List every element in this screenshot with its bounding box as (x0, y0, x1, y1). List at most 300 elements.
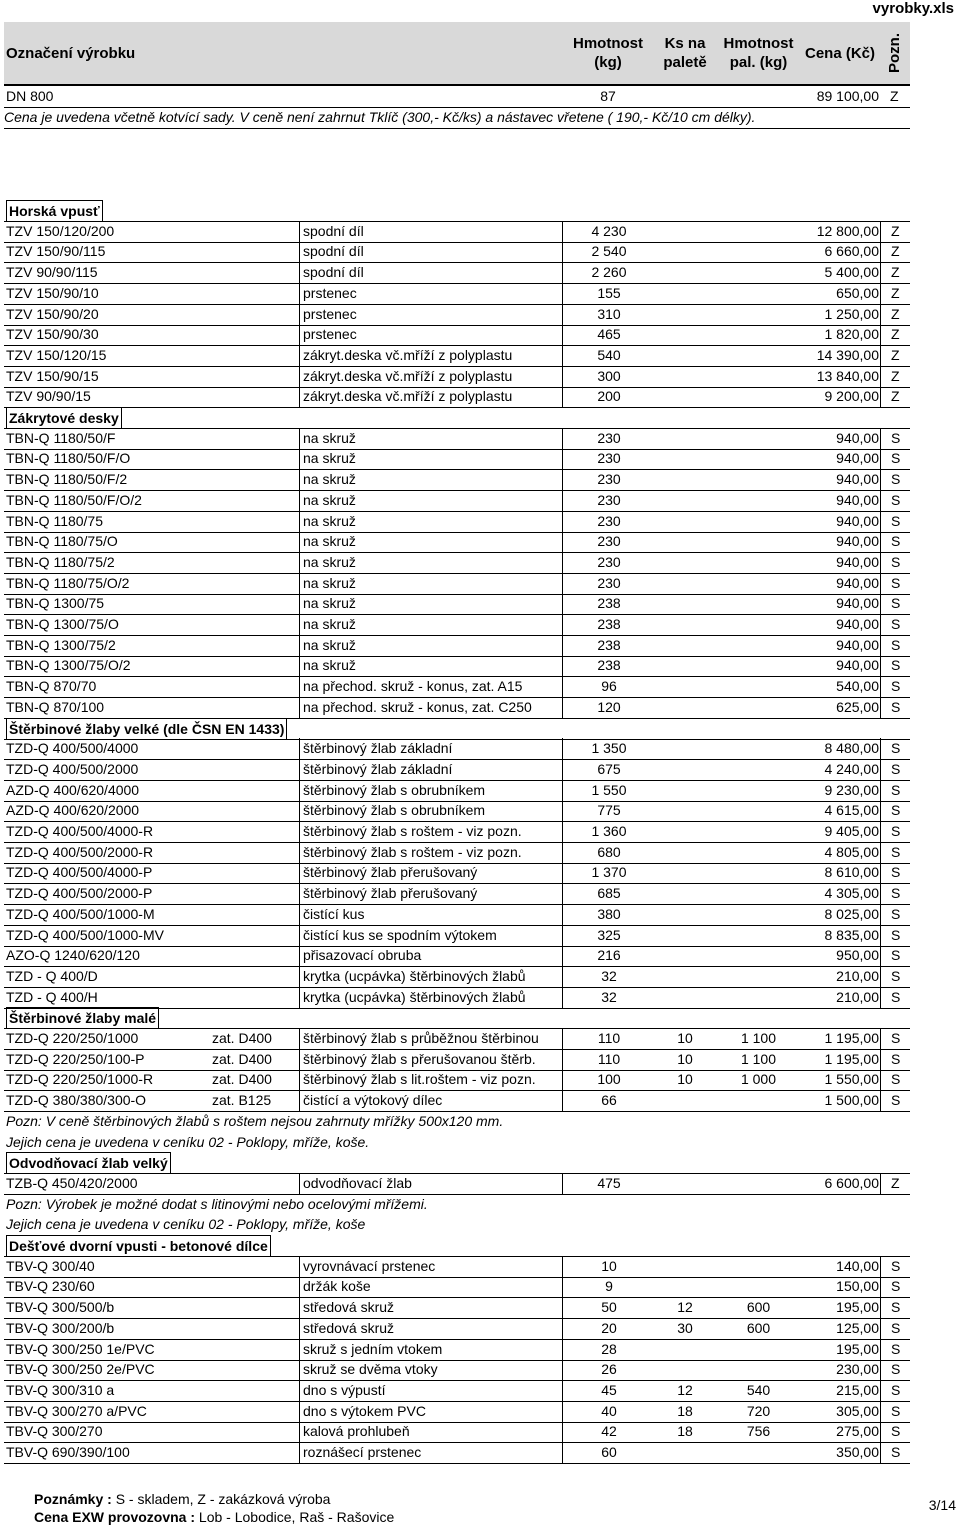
availability-note: S (880, 842, 920, 863)
pieces-per-pallet (655, 862, 715, 883)
header-note: Pozn. (886, 33, 903, 73)
pallet-weight (716, 676, 801, 697)
table-row (4, 304, 910, 326)
pieces-per-pallet (655, 573, 715, 594)
pallet-weight: 1 000 (740, 1071, 777, 1088)
pallet-weight: 1 100 (740, 1050, 777, 1067)
table-row (4, 386, 910, 408)
product-description: středová skruž (299, 1297, 565, 1318)
availability-note: S (880, 531, 920, 552)
load-class (212, 283, 297, 304)
pieces-per-pallet (655, 1090, 715, 1111)
load-class (212, 490, 297, 511)
table-row (4, 614, 910, 636)
product-weight: 238 (562, 655, 655, 676)
pieces-per-pallet (655, 945, 715, 966)
load-class (212, 1401, 297, 1422)
table-row (4, 945, 910, 967)
availability-note: S (880, 780, 920, 801)
product-price: 1 195,00 (824, 1030, 879, 1046)
availability-note: S (880, 904, 920, 925)
product-weight: 230 (562, 469, 655, 490)
product-code: TZV 150/90/10 (6, 284, 99, 301)
product-code: TZD-Q 400/500/1000-M (6, 905, 155, 922)
product-weight: 325 (562, 925, 655, 946)
table-row (4, 448, 910, 470)
availability-note: S (880, 655, 920, 676)
product-price: 6 600,00 (824, 1174, 879, 1191)
table-row (4, 490, 910, 512)
table-row (4, 221, 910, 243)
product-description: štěrbinový žlab s roštem - viz pozn. (299, 821, 565, 842)
product-price: 210,00 (836, 988, 879, 1005)
product-description: krytka (ucpávka) štěrbinových žlabů (299, 966, 565, 987)
table-row (4, 1339, 910, 1361)
load-class (212, 987, 297, 1008)
pieces-per-pallet (655, 262, 715, 283)
product-weight: 230 (562, 531, 655, 552)
table-row (4, 1028, 910, 1050)
table-row (4, 1380, 910, 1402)
product-description: na přechod. skruž - konus, zat. C250 (299, 697, 565, 718)
pieces-per-pallet (655, 1359, 715, 1380)
table-row (4, 780, 910, 802)
pallet-weight (716, 614, 801, 635)
availability-note: S (880, 511, 920, 532)
pallet-weight (716, 386, 801, 407)
load-class (212, 1339, 297, 1360)
load-class (212, 842, 297, 863)
pieces-per-pallet (655, 759, 715, 780)
load-class (212, 738, 297, 759)
load-class (212, 1173, 297, 1194)
pieces-per-pallet (655, 800, 715, 821)
load-class (212, 241, 297, 262)
product-price: 8 025,00 (824, 905, 879, 922)
pieces-per-pallet (655, 821, 715, 842)
product-code: TZD-Q 400/500/2000 (6, 760, 139, 777)
product-weight: 42 (562, 1421, 655, 1442)
availability-note: S (880, 1401, 920, 1422)
product-description: štěrbinový žlab přerušovaný (299, 883, 565, 904)
footer-text-2: Lob - Lobodice, Raš - Rašovice (198, 1509, 395, 1525)
pallet-weight (716, 1442, 801, 1463)
product-description: štěrbinový žlab s lit.roštem - viz pozn. (299, 1069, 565, 1090)
product-weight: 45 (562, 1380, 655, 1401)
pallet-weight (716, 1256, 801, 1277)
availability-note: S (880, 966, 920, 987)
product-weight: 685 (562, 883, 655, 904)
footer (34, 1490, 394, 1526)
pallet-weight (716, 1339, 801, 1360)
availability-note: S (880, 821, 920, 842)
product-code: TZD - Q 400/D (6, 967, 98, 984)
pallet-weight (716, 800, 801, 821)
pieces-per-pallet (655, 635, 715, 656)
table-row (4, 821, 910, 843)
load-class (212, 614, 297, 635)
product-code: TBN-Q 870/70 (6, 678, 97, 695)
footer-text-1: S - skladem, Z - zakázková výroba (115, 1491, 331, 1507)
product-code: TBV-Q 300/310 a (6, 1381, 115, 1398)
pieces-per-pallet (655, 697, 715, 718)
table-row (4, 1359, 910, 1381)
pieces-per-pallet (655, 1276, 715, 1297)
table-row (4, 283, 910, 305)
product-weight: 310 (562, 304, 655, 325)
product-code: TZV 150/90/15 (6, 367, 99, 384)
product-price: 940,00 (836, 533, 879, 550)
load-class (212, 552, 297, 573)
product-code: TZD-Q 400/500/2000-R (6, 843, 154, 860)
product-weight: 100 (562, 1069, 655, 1090)
product-weight: 20 (562, 1318, 655, 1339)
product-code: TZV 150/90/115 (6, 243, 106, 260)
availability-note: S (880, 987, 920, 1008)
product-price: 940,00 (836, 616, 879, 632)
load-class (212, 925, 297, 946)
pallet-weight (716, 842, 801, 863)
availability-note: S (880, 1339, 920, 1360)
availability-note: S (880, 759, 920, 780)
load-class (212, 1256, 297, 1277)
pieces-per-pallet (655, 511, 715, 532)
section-title-row (4, 1235, 910, 1257)
pieces-per-pallet (655, 1442, 715, 1463)
product-price: 940,00 (836, 636, 879, 653)
product-code: TBN-Q 1180/50/F/O/2 (6, 491, 142, 508)
product-price: 275,00 (836, 1423, 879, 1440)
pallet-weight (716, 945, 801, 966)
product-description: dno s výpustí (299, 1380, 565, 1401)
product-weight: 1 360 (562, 821, 655, 842)
availability-note: S (880, 1318, 920, 1339)
pieces-per-pallet (655, 345, 715, 366)
table-row (4, 1069, 910, 1091)
product-weight: 675 (562, 759, 655, 780)
pallet-weight (716, 1090, 801, 1111)
product-price: 940,00 (836, 471, 879, 488)
pieces-per-pallet: 18 (677, 1423, 693, 1440)
product-price: 5 400,00 (824, 264, 879, 281)
pieces-per-pallet (655, 925, 715, 946)
pallet-weight (716, 511, 801, 532)
product-weight: 26 (562, 1359, 655, 1380)
product-code: TZD-Q 220/250/100-P (6, 1050, 145, 1067)
product-price: 230,00 (836, 1361, 879, 1378)
product-description: roznášecí prstenec (299, 1442, 565, 1463)
product-price: 13 840,00 (816, 367, 879, 384)
product-weight: 10 (562, 1256, 655, 1277)
product-description: štěrbinový žlab s přerušovanou štěrb. (299, 1049, 565, 1070)
product-price: 8 835,00 (824, 926, 879, 943)
product-code: TZD-Q 380/380/300-O (6, 1092, 147, 1109)
pallet-weight (716, 883, 801, 904)
load-class (212, 1318, 297, 1339)
load-class (212, 366, 297, 387)
table-row (4, 1421, 910, 1443)
pallet-weight: 600 (746, 1319, 771, 1336)
product-code: TBV-Q 690/390/100 (6, 1444, 130, 1460)
load-class (212, 304, 297, 325)
product-price: 195,00 (836, 1340, 879, 1357)
product-description: prstenec (299, 283, 565, 304)
table-row (4, 531, 910, 553)
product-price: 1 820,00 (824, 326, 879, 343)
pieces-per-pallet (655, 531, 715, 552)
section-title-row (4, 1007, 910, 1029)
load-class (212, 1359, 297, 1380)
table-row (4, 697, 910, 719)
load-class (212, 1297, 297, 1318)
pallet-weight (716, 1173, 801, 1194)
product-description: na skruž (299, 428, 565, 449)
section-title-row (4, 407, 910, 429)
product-weight: 230 (562, 511, 655, 532)
load-class (212, 1276, 297, 1297)
product-code: TZV 90/90/115 (6, 264, 98, 281)
pieces-per-pallet (655, 614, 715, 635)
pallet-weight (716, 697, 801, 718)
availability-note: S (880, 1297, 920, 1318)
pieces-per-pallet (655, 987, 715, 1008)
product-weight: 1 550 (562, 780, 655, 801)
product-description: na skruž (299, 448, 565, 469)
availability-note: S (880, 738, 920, 759)
table-row (4, 676, 910, 698)
product-price: 6 660,00 (824, 243, 879, 260)
product-description: štěrbinový žlab s obrubníkem (299, 800, 565, 821)
table-row (4, 883, 910, 905)
product-weight: 110 (562, 1049, 655, 1070)
product-weight: 238 (562, 635, 655, 656)
load-class (212, 531, 297, 552)
pieces-per-pallet (655, 676, 715, 697)
product-code: TBN-Q 1180/75/O (6, 533, 118, 550)
product-price: 195,00 (836, 1299, 879, 1316)
product-weight: 66 (562, 1090, 655, 1111)
product-price: 9 405,00 (824, 823, 879, 839)
pieces-per-pallet: 18 (677, 1402, 693, 1419)
product-price: 4 305,00 (824, 885, 879, 902)
pieces-per-pallet (655, 428, 715, 449)
product-description: vyrovnávací prstenec (299, 1256, 565, 1277)
top-product: DN 800 (6, 88, 54, 104)
product-description: štěrbinový žlab s obrubníkem (299, 780, 565, 801)
product-weight: 380 (562, 904, 655, 925)
table-row (4, 1401, 910, 1423)
product-code: TZD - Q 400/H (6, 988, 98, 1005)
footer-label-2: Cena EXW provozovna : (34, 1509, 196, 1525)
product-price: 940,00 (836, 553, 879, 570)
load-class (212, 1442, 297, 1463)
availability-note: S (880, 1069, 920, 1090)
availability-note: Z (880, 221, 920, 242)
section-title: Zákrytové desky (6, 407, 122, 429)
section-title: Odvodňovací žlab velký (6, 1152, 171, 1174)
product-description: dno s výtokem PVC (299, 1401, 565, 1422)
table-row (4, 1173, 910, 1195)
product-price: 625,00 (836, 698, 879, 715)
product-code: TBN-Q 1180/75/O/2 (6, 574, 130, 591)
product-weight: 110 (562, 1028, 655, 1049)
top-note-text: Cena je uvedena včetně kotvící sady. V ceně není zahrnut Tklíč (300,- Kč/ks) a nástavec vřetene ( 190,- Kč/10 cm délky). (4, 107, 910, 129)
table-row (4, 987, 910, 1009)
product-description: spodní díl (299, 241, 565, 262)
product-weight: 680 (562, 842, 655, 863)
load-class (212, 448, 297, 469)
product-code: TZB-Q 450/420/2000 (6, 1174, 138, 1191)
pieces-per-pallet (655, 593, 715, 614)
availability-note: S (880, 1359, 920, 1380)
table-row (4, 241, 910, 263)
pieces-per-pallet (655, 883, 715, 904)
product-description: štěrbinový žlab s průběžnou štěrbinou (299, 1028, 565, 1049)
product-weight: 465 (562, 324, 655, 345)
pallet-weight (716, 366, 801, 387)
availability-note: S (880, 1421, 920, 1442)
product-weight: 775 (562, 800, 655, 821)
product-weight: 9 (562, 1276, 655, 1297)
section-title: Horská vpusť (6, 200, 103, 222)
product-description: na skruž (299, 573, 565, 594)
product-code: TBV-Q 300/250 2e/PVC (6, 1361, 155, 1378)
product-price: 940,00 (836, 657, 879, 674)
product-code: TZD-Q 400/500/2000-P (6, 885, 153, 902)
availability-note: Z (880, 345, 920, 366)
product-description: skruž s jedním vtokem (299, 1339, 565, 1360)
pieces-per-pallet (655, 1173, 715, 1194)
pallet-weight (716, 780, 801, 801)
table-row (4, 925, 910, 947)
pieces-per-pallet (655, 283, 715, 304)
product-weight: 300 (562, 366, 655, 387)
load-class (212, 635, 297, 656)
pallet-weight (716, 448, 801, 469)
availability-note: S (880, 469, 920, 490)
availability-note: S (880, 552, 920, 573)
product-weight: 120 (562, 697, 655, 718)
product-description: kalová prohlubeň (299, 1421, 565, 1442)
section-note: Jejich cena je uvedena v ceníku 02 - Poklopy, mříže, koše. (6, 1133, 370, 1150)
product-code: TBN-Q 1300/75/O/2 (6, 657, 131, 674)
product-description: přisazovací obruba (299, 945, 565, 966)
product-code: TBV-Q 300/270 a/PVC (6, 1402, 147, 1419)
table-row (4, 655, 910, 677)
availability-note: S (880, 697, 920, 718)
availability-note: Z (880, 366, 920, 387)
availability-note: S (880, 676, 920, 697)
table-row (4, 345, 910, 367)
product-code: AZO-Q 1240/620/120 (6, 947, 140, 964)
product-price: 305,00 (836, 1402, 879, 1419)
pallet-weight (716, 1359, 801, 1380)
product-weight: 50 (562, 1297, 655, 1318)
section-note: Jejich cena je uvedena v ceníku 02 - Poklopy, mříže, koše (6, 1216, 366, 1233)
product-code: AZD-Q 400/620/4000 (6, 781, 140, 798)
availability-note: Z (880, 304, 920, 325)
product-description: středová skruž (299, 1318, 565, 1339)
product-code: TBN-Q 1180/50/F/O (6, 450, 131, 467)
availability-note: S (880, 1049, 920, 1070)
product-description: na skruž (299, 531, 565, 552)
load-class: zat. D400 (212, 1050, 272, 1067)
load-class (212, 593, 297, 614)
table-row (4, 324, 910, 346)
product-code: TZV 90/90/15 (6, 388, 91, 405)
product-weight: 200 (562, 386, 655, 407)
load-class (212, 883, 297, 904)
product-weight: 4 230 (562, 221, 655, 242)
pallet-weight (716, 573, 801, 594)
product-weight: 155 (562, 283, 655, 304)
availability-note: S (880, 1380, 920, 1401)
product-code: TZD-Q 400/500/4000 (6, 740, 139, 757)
pallet-weight (716, 490, 801, 511)
section-title: Štěrbinové žlaby velké (dle ČSN EN 1433) (6, 718, 287, 740)
product-description: spodní díl (299, 262, 565, 283)
product-description: spodní díl (299, 221, 565, 242)
product-price: 4 615,00 (824, 802, 879, 819)
section-title-row (4, 718, 910, 740)
product-weight: 2 260 (562, 262, 655, 283)
table-row (4, 862, 910, 884)
product-code: TZD-Q 400/500/4000-R (6, 823, 154, 839)
pieces-per-pallet (655, 966, 715, 987)
pallet-weight (716, 428, 801, 449)
pieces-per-pallet (655, 738, 715, 759)
table-row (4, 573, 910, 595)
section-note: Pozn: Výrobek je možné dodat s litinovými nebo ocelovými mřížemi. (6, 1195, 428, 1212)
pallet-weight (716, 987, 801, 1008)
header-per-pallet: Ks na paletě (663, 35, 707, 71)
availability-note: S (880, 1028, 920, 1049)
product-price: 940,00 (836, 429, 879, 446)
table-row (4, 800, 910, 822)
pallet-weight (716, 531, 801, 552)
product-code: TBV-Q 230/60 (6, 1278, 95, 1295)
section-title-row (4, 200, 910, 222)
pallet-weight (716, 593, 801, 614)
availability-note: S (880, 614, 920, 635)
load-class (212, 904, 297, 925)
pieces-per-pallet (655, 221, 715, 242)
pallet-weight (716, 283, 801, 304)
pallet-weight (716, 241, 801, 262)
pieces-per-pallet (655, 1256, 715, 1277)
product-code: TBN-Q 1180/50/F (6, 429, 116, 446)
pallet-weight (716, 552, 801, 573)
table-row (4, 1256, 910, 1278)
product-weight: 216 (562, 945, 655, 966)
section-note: Pozn: V ceně štěrbinových žlabů s roštem nejsou zahrnuty mřížky 500x120 mm. (6, 1112, 504, 1129)
product-description: štěrbinový žlab základní (299, 738, 565, 759)
product-code: TBN-Q 1300/75/O (6, 616, 119, 632)
pallet-weight (716, 655, 801, 676)
table-row (4, 842, 910, 864)
product-price: 1 500,00 (824, 1092, 879, 1109)
pallet-weight: 720 (746, 1402, 771, 1419)
product-description: odvodňovací žlab (299, 1173, 565, 1194)
pallet-weight: 756 (746, 1423, 771, 1440)
pieces-per-pallet: 12 (677, 1299, 693, 1316)
product-code: TBN-Q 870/100 (6, 698, 105, 715)
product-weight: 60 (562, 1442, 655, 1463)
load-class (212, 324, 297, 345)
product-weight: 1 370 (562, 862, 655, 883)
pieces-per-pallet (655, 552, 715, 573)
product-code: TZD-Q 220/250/1000 (6, 1030, 139, 1046)
